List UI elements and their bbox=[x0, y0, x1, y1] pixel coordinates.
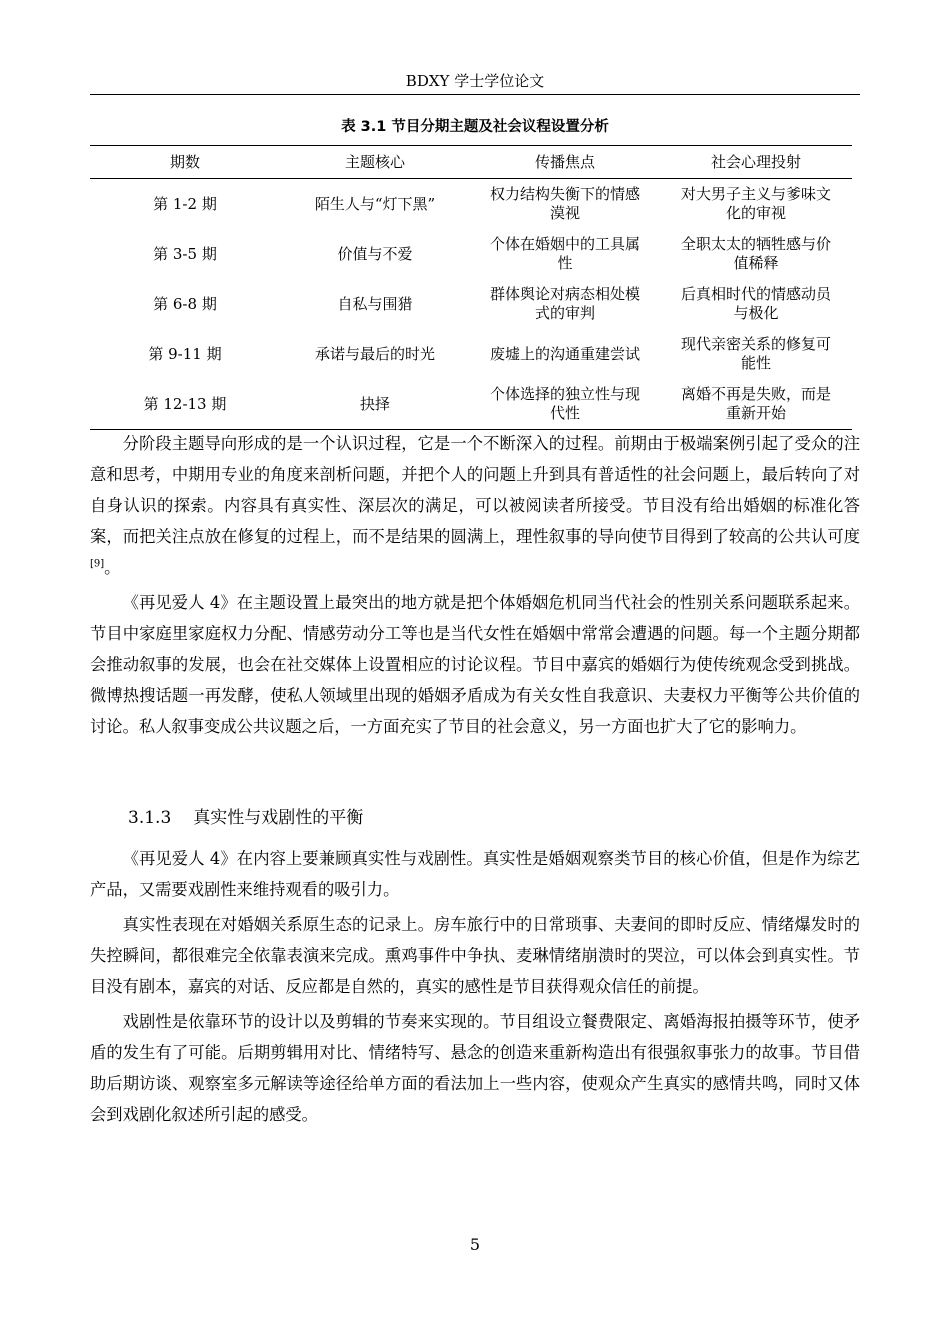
paragraph: 《再见爱人 4》在主题设置上最突出的地方就是把个体婚姻危机同当代社会的性别关系问题联系起来。节目中家庭里家庭权力分配、情感劳动分工等也是当代女性在婚姻中常常会遭遇的问题。每一个主题分期都会推动叙事的发展，也会在社交媒体上设置相应的讨论议程。节目中嘉宾的婚姻行为使传统观念受到挑战。微博热搜话题一再发酵，使私人领域里出现的婚姻矛盾成为有关女性自我意识、夫妻权力平衡等公共价值的讨论。私人叙事变成公共议题之后，一方面充实了节目的社会意义，另一方面也扩大了它的影响力。 bbox=[90, 593, 860, 736]
table-row bbox=[90, 379, 852, 430]
section-heading bbox=[128, 803, 363, 828]
running-header: BDXY 学士学位论文 bbox=[90, 70, 860, 95]
section-number: 3.1.3 bbox=[128, 808, 172, 828]
table-cell: 自私与围猎 bbox=[337, 294, 413, 313]
table-cell: 第 1-2 期 bbox=[153, 194, 217, 213]
theme-analysis-table bbox=[90, 145, 852, 430]
table-row bbox=[90, 229, 852, 279]
citation-ref: [9] bbox=[90, 558, 105, 570]
column-header: 主题核心 bbox=[280, 146, 470, 179]
table-cell: 后真相时代的情感动员与极化 bbox=[680, 285, 831, 322]
paragraph: 戏剧性是依靠环节的设计以及剪辑的节奏来实现的。节目组设立餐费限定、离婚海报拍摄等环节，使矛盾的发生有了可能。后期剪辑用对比、情绪特写、悬念的创造来重新构造出有很强叙事张力的故事。节目借助后期访谈、观察室多元解读等途径给单方面的看法加上一些内容，使观众产生真实的感情共鸣，同时又体会到戏剧化叙述所引起的感受。 bbox=[90, 1012, 860, 1124]
table-cell: 抉择 bbox=[280, 379, 470, 430]
table-cell: 第 6-8 期 bbox=[153, 294, 217, 313]
paragraph-end: 。 bbox=[104, 558, 121, 577]
table-row bbox=[90, 179, 852, 230]
table-caption: 表 3.1 节目分期主题及社会议程设置分析 bbox=[341, 119, 609, 135]
table-cell: 个体在婚姻中的工具属性 bbox=[490, 235, 641, 272]
table-cell: 价值与不爱 bbox=[337, 244, 413, 263]
table-header-row bbox=[90, 146, 852, 179]
table-cell: 对大男子主义与爹味文化的审视 bbox=[680, 185, 831, 222]
paragraph-text: 分阶段主题导向形成的是一个认识过程，它是一个不断深入的过程。前期由于极端案例引起了受众的注意和思考，中期用专业的角度来剖析问题，并把个人的问题上升到具有普适性的社会问题上，最后转向了对自身认识的探索。内容具有真实性、深层次的满足，可以被阅读者所接受。节目没有给出婚姻的标准化答案，而把关注点放在修复的过程上，而不是结果的圆满上，理性叙事的导向使节目得到了较高的公共认可度 bbox=[90, 434, 860, 546]
table-cell: 权力结构失衡下的情感漠视 bbox=[490, 185, 641, 222]
table-cell: 全职太太的牺牲感与价值稀释 bbox=[680, 235, 831, 272]
table-cell: 第 9-11 期 bbox=[148, 344, 222, 363]
table-row bbox=[90, 279, 852, 329]
body-section-a bbox=[90, 428, 860, 746]
paragraph bbox=[90, 428, 860, 583]
table-cell: 个体选择的独立性与现代性 bbox=[470, 379, 660, 430]
paragraph: 《再见爱人 4》在内容上要兼顾真实性与戏剧性。真实性是婚姻观察类节目的核心价值，但是作为综艺产品，又需要戏剧性来维持观看的吸引力。 bbox=[90, 849, 860, 899]
table-cell: 陌生人与“灯下黑” bbox=[314, 194, 436, 213]
table-cell: 第 12-13 期 bbox=[90, 379, 280, 430]
table-row bbox=[90, 329, 852, 379]
column-header: 传播焦点 bbox=[470, 146, 660, 179]
table-cell: 现代亲密关系的修复可能性 bbox=[680, 335, 831, 372]
table-cell: 离婚不再是失败，而是重新开始 bbox=[660, 379, 852, 430]
column-header: 社会心理投射 bbox=[660, 146, 852, 179]
table-cell: 群体舆论对病态相处模式的审判 bbox=[490, 285, 641, 322]
body-section-b bbox=[90, 843, 860, 1134]
paragraph: 真实性表现在对婚姻关系原生态的记录上。房车旅行中的日常琐事、夫妻间的即时反应、情绪爆发时的失控瞬间，都很难完全依靠表演来完成。熏鸡事件中争执、麦琳情绪崩溃时的哭泣，可以体会到真实性。节目没有剧本，嘉宾的对话、反应都是自然的，真实的感性是节目获得观众信任的前提。 bbox=[90, 915, 860, 996]
table-cell: 第 3-5 期 bbox=[153, 244, 217, 263]
table-cell: 承诺与最后的时光 bbox=[315, 344, 436, 363]
page-number: 5 bbox=[469, 1235, 481, 1254]
table-cell: 废墟上的沟通重建尝试 bbox=[490, 344, 641, 363]
section-title: 真实性与戏剧性的平衡 bbox=[193, 808, 364, 828]
column-header: 期数 bbox=[90, 146, 280, 179]
